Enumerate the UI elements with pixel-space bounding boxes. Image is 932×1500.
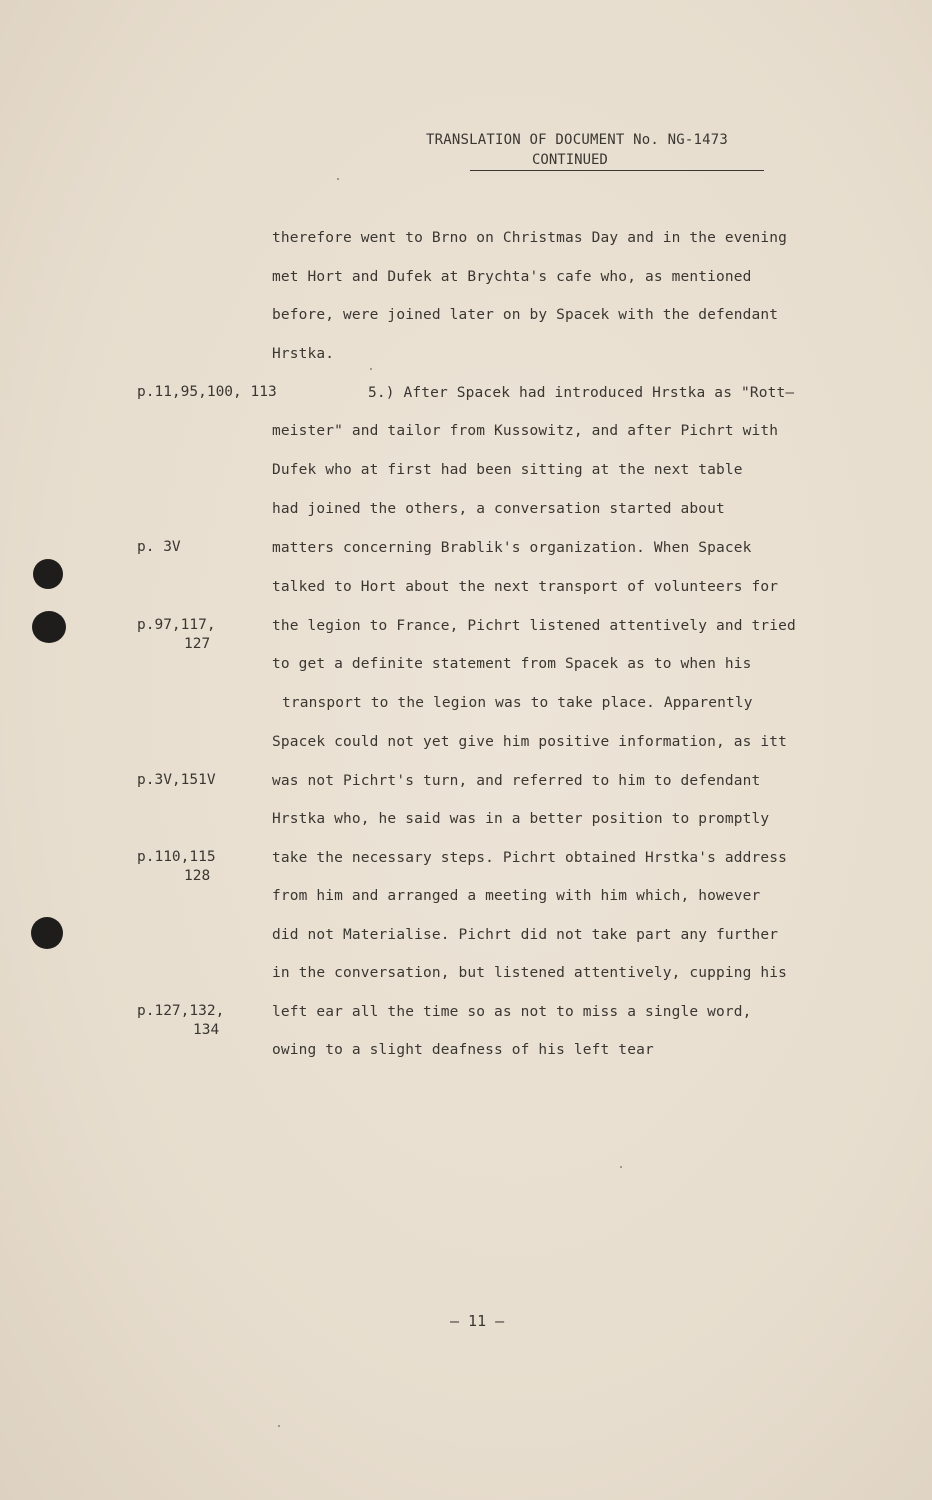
margin-reference: p.3V,151V — [137, 772, 216, 788]
body-line: transport to the legion was to take place. Apparently — [282, 695, 753, 711]
speck — [370, 368, 372, 370]
margin-reference: 134 — [193, 1022, 220, 1038]
body-line: therefore went to Brno on Christmas Day and in the evening — [272, 230, 788, 246]
body-line: meister" and tailor from Kussowitz, and after Pichrt with — [272, 423, 779, 439]
body-line: before, were joined later on by Spacek with the defendant — [272, 307, 779, 323]
body-line: had joined the others, a conversation started about — [272, 501, 725, 517]
speck — [620, 1166, 622, 1168]
punch-hole — [32, 611, 66, 643]
body-line: left ear all the time so as not to miss a single word, — [272, 1004, 752, 1020]
body-line: Spacek could not yet give him positive information, as itt — [272, 734, 788, 750]
margin-reference: 128 — [184, 868, 211, 884]
body-line: was not Pichrt's turn, and referred to him to defendant — [272, 773, 761, 789]
body-line: met Hort and Dufek at Brychta's cafe who, as mentioned — [272, 269, 752, 285]
body-line: take the necessary steps. Pichrt obtained Hrstka's address — [272, 850, 788, 866]
body-line: Hrstka. — [272, 346, 335, 362]
body-line: owing to a slight deafness of his left tear — [272, 1042, 654, 1058]
margin-reference: p.127,132, — [137, 1003, 225, 1019]
body-line: talked to Hort about the next transport of volunteers for — [272, 579, 779, 595]
speck — [278, 1425, 280, 1427]
margin-reference: p. 3V — [137, 539, 181, 555]
punch-hole — [33, 559, 63, 589]
body-line: 5.) After Spacek had introduced Hrstka as "Rott– — [368, 385, 795, 401]
margin-reference: 127 — [184, 636, 211, 652]
body-line: Dufek who at first had been sitting at the next table — [272, 462, 743, 478]
margin-reference: p.110,115 — [137, 849, 216, 865]
speck — [337, 178, 339, 180]
body-line: Hrstka who, he said was in a better position to promptly — [272, 811, 770, 827]
margin-reference: p.11,95,100, 113 — [137, 384, 277, 400]
body-line: did not Materialise. Pichrt did not take part any further — [272, 927, 779, 943]
body-line: to get a definite statement from Spacek as to when his — [272, 656, 752, 672]
body-line: in the conversation, but listened attentively, cupping his — [272, 965, 788, 981]
body-line: matters concerning Brablik's organization. When Spacek — [272, 540, 752, 556]
punch-hole — [31, 917, 63, 949]
header-title: TRANSLATION OF DOCUMENT No. NG-1473 — [426, 132, 729, 148]
header-subtitle: CONTINUED — [470, 150, 764, 171]
page-number: – 11 – — [450, 1312, 505, 1330]
body-line: from him and arranged a meeting with him which, however — [272, 888, 761, 904]
margin-reference: p.97,117, — [137, 617, 216, 633]
document-header — [426, 130, 729, 168]
body-line: the legion to France, Pichrt listened attentively and tried — [272, 618, 796, 634]
